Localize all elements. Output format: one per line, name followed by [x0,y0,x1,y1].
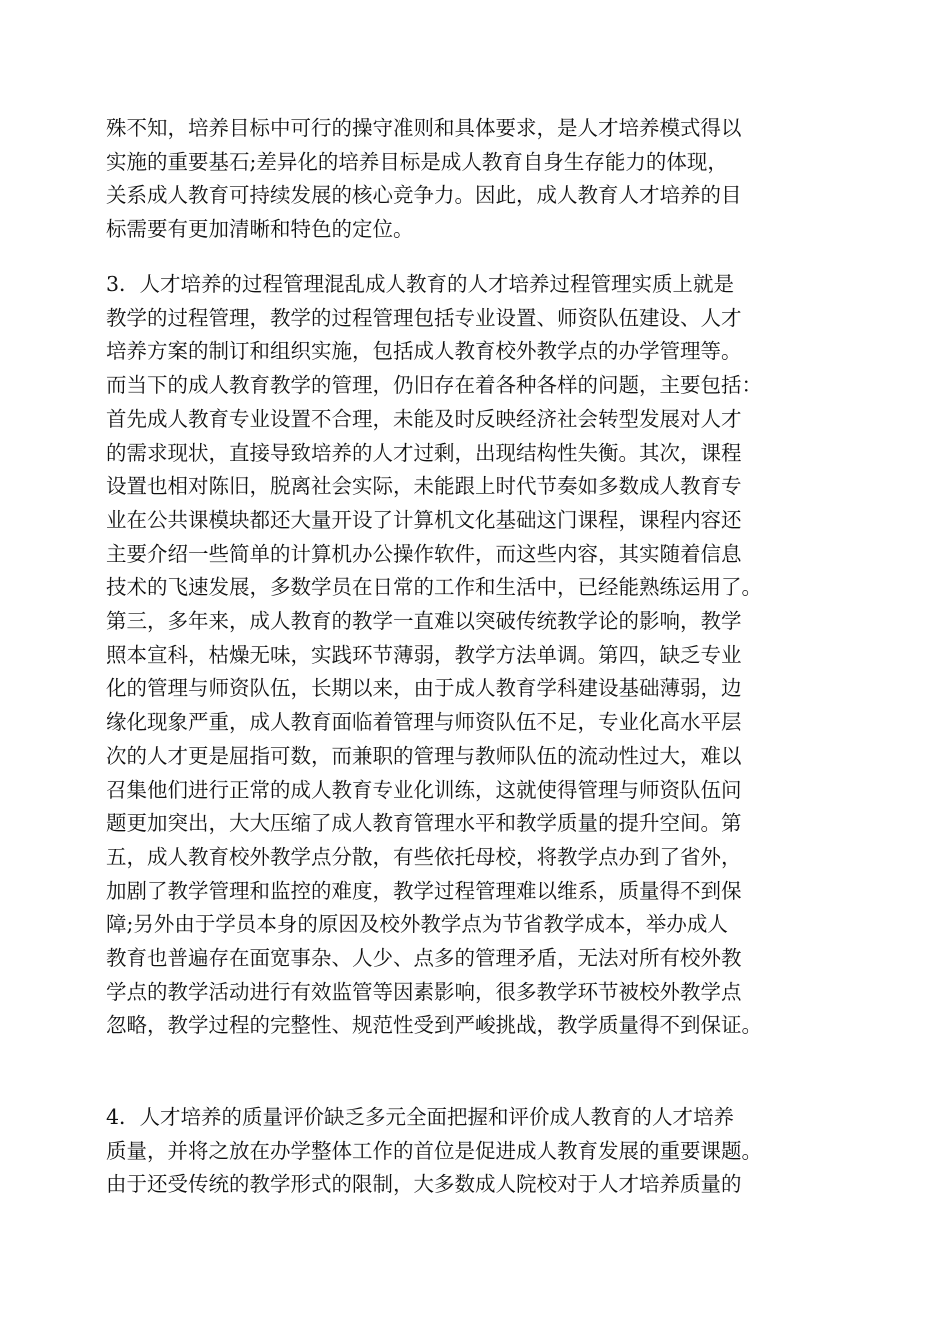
text-line: 的需求现状，直接导致培养的人才过剩，出现结构性失衡。其次，课程 [106,440,742,465]
text-line: 设置也相对陈旧，脱离社会实际，未能跟上时代节奏如多数成人教育专 [106,474,742,499]
text-line: 主要介绍一些简单的计算机办公操作软件，而这些内容，其实随着信息 [106,541,742,566]
text-line: 标需要有更加清晰和特色的定位。 [106,217,414,242]
text-line: 教学的过程管理，教学的过程管理包括专业设置、师资队伍建设、人才 [106,305,742,330]
text-line: 照本宣科，枯燥无味，实践环节薄弱，教学方法单调。第四，缺乏专业 [106,642,742,667]
text-line: 技术的飞速发展，多数学员在日常的工作和生活中，已经能熟练运用了。 [106,575,762,600]
paragraph-process-management [106,268,846,1043]
text-line: 4．人才培养的质量评价缺乏多元全面把握和评价成人教育的人才培养 [106,1105,735,1129]
text-line: 召集他们进行正常的成人教育专业化训练，这就使得管理与师资队伍问 [106,777,742,802]
text-line: 忽略，教学过程的完整性、规范性受到严峻挑战，教学质量得不到保证。 [106,1013,762,1038]
text-line: 题更加突出，大大压缩了成人教育管理水平和教学质量的提升空间。第 [106,811,742,836]
text-line: 首先成人教育专业设置不合理，未能及时反映经济社会转型发展对人才 [106,406,742,431]
text-line: 由于还受传统的教学形式的限制，大多数成人院校对于人才培养质量的 [106,1172,742,1197]
text-line: 培养方案的制订和组织实施，包括成人教育校外教学点的办学管理等。 [106,339,742,364]
text-line: 殊不知，培养目标中可行的操守准则和具体要求，是人才培养模式得以 [106,116,742,140]
text-line: 学点的教学活动进行有效监管等因素影响，很多教学环节被校外教学点 [106,979,742,1004]
text-line: 关系成人教育可持续发展的核心竞争力。因此，成人教育人才培养的目 [106,183,742,208]
text-line: 实施的重要基石;差异化的培养目标是成人教育自身生存能力的体现， [106,149,728,174]
text-line: 教育也普遍存在面宽事杂、人少、点多的管理矛盾，无法对所有校外教 [106,946,742,971]
text-line: 3．人才培养的过程管理混乱成人教育的人才培养过程管理实质上就是 [106,272,735,296]
paragraph-quality-evaluation [106,1101,846,1202]
text-line: 质量，并将之放在办学整体工作的首位是促进成人教育发展的重要课题。 [106,1138,762,1163]
text-line: 五，成人教育校外教学点分散，有些依托母校，将教学点办到了省外， [106,844,742,869]
text-line: 而当下的成人教育教学的管理，仍旧存在着各种各样的问题，主要包括： [106,373,762,398]
paragraph-training-goals [106,112,846,247]
text-line: 加剧了教学管理和监控的难度，教学过程管理难以维系，质量得不到保 [106,878,742,903]
text-line: 次的人才更是屈指可数，而兼职的管理与教师队伍的流动性过大，难以 [106,743,742,768]
text-line: 第三，多年来，成人教育的教学一直难以突破传统教学论的影响，教学 [106,609,742,634]
text-line: 障;另外由于学员本身的原因及校外教学点为节省教学成本，举办成人 [106,912,728,937]
text-line: 化的管理与师资队伍，长期以来，由于成人教育学科建设基础薄弱，边 [106,676,742,701]
text-line: 缘化现象严重，成人教育面临着管理与师资队伍不足，专业化高水平层 [106,710,742,735]
text-line: 业在公共课模块都还大量开设了计算机文化基础这门课程，课程内容还 [106,507,742,532]
